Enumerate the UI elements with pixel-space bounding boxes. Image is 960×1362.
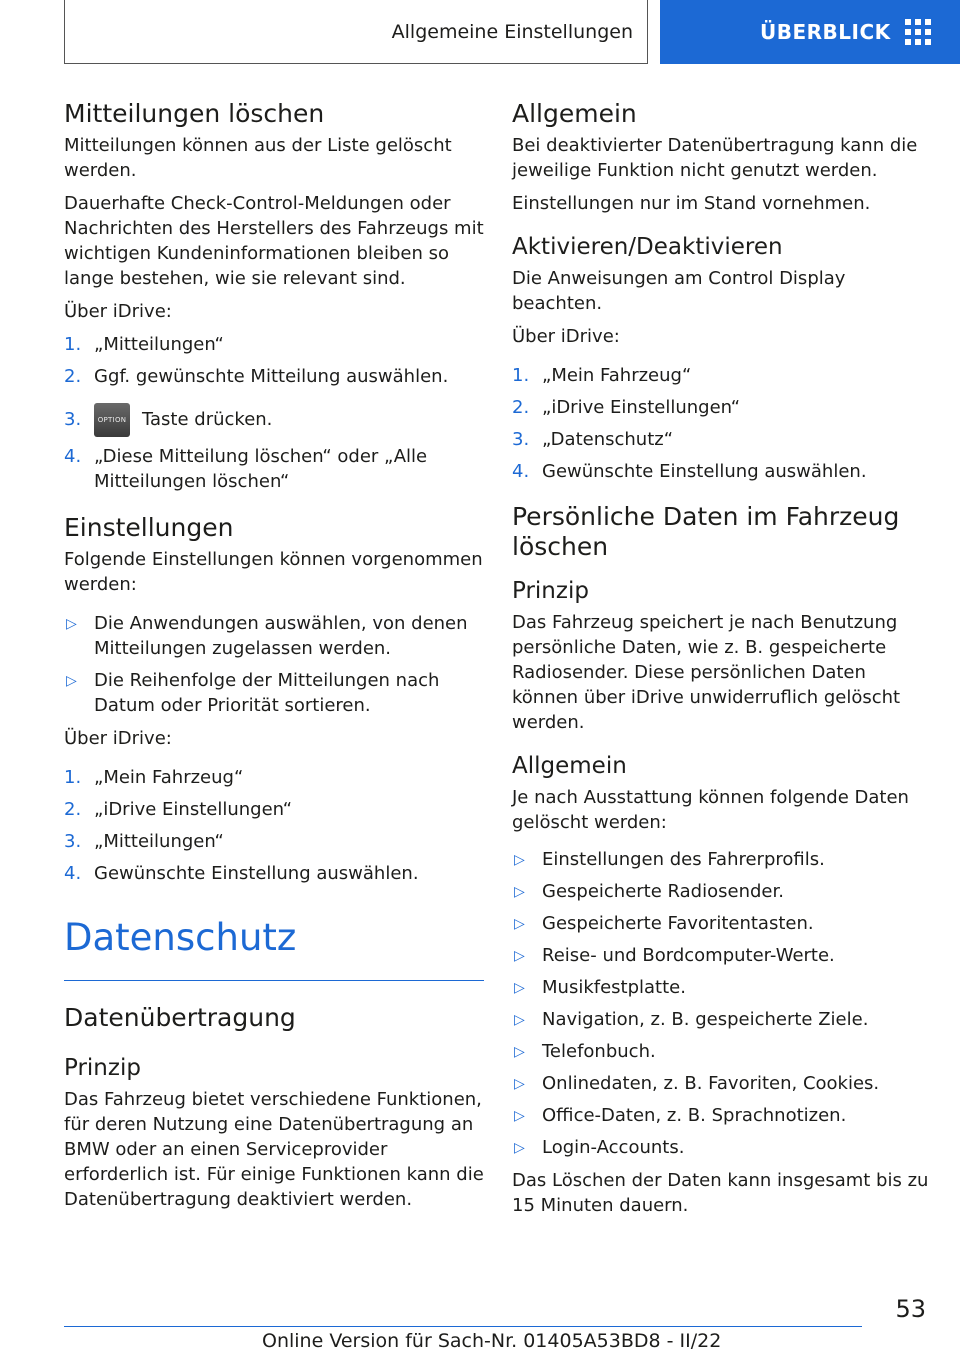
list-item: 1. „Mein Fahrzeug“ [512,365,692,386]
footer-text: Online Version für Sach-Nr. 01405A53BD8 - II/22 [262,1330,722,1352]
right-column [512,98,932,1226]
heading-prinzip: Prinzip [512,578,589,604]
paragraph: Über iDrive: [64,728,172,749]
triangle-bullet-icon: ▷ [514,948,525,964]
triangle-bullet-icon: ▷ [514,852,525,868]
triangle-bullet-icon: ▷ [514,1108,525,1124]
steps-list [64,332,484,494]
list-item: ▷ Musikfestplatte. [512,975,932,1000]
paragraph: Folgende Einstellungen können vorgenommen werden: [64,549,483,595]
heading-datenschutz: Datenschutz [64,916,484,981]
list-item: 3. „Mitteilungen“ [64,831,224,852]
list-item: ▷ Onlinedaten, z. B. Favoriten, Cookies. [512,1071,932,1096]
triangle-bullet-icon: ▷ [514,884,525,900]
section-title-text: Allgemeine Einstellungen [391,20,633,43]
list-item: 2. „iDrive Einstellungen“ [64,799,293,820]
heading-einstellungen: Einstellungen [64,513,234,542]
triangle-bullet-icon: ▷ [514,1076,525,1092]
list-item: ▷ Office-Daten, z. B. Sprachnotizen. [512,1103,932,1128]
header-section-title [64,0,648,64]
list-item: ▷ Navigation, z. B. gespeicherte Ziele. [512,1007,932,1032]
steps-list [512,363,932,484]
list-item: 1. „Mitteilungen“ [64,334,224,355]
list-item: ▷ Einstellungen des Fahrerprofils. [512,847,932,872]
grid-menu-icon [905,19,931,45]
paragraph: Bei deaktivierter Datenübertragung kann die jeweilige Funktion nicht genutzt werden. [512,135,918,181]
paragraph: Das Löschen der Daten kann insgesamt bis zu 15 Minuten dauern. [512,1170,929,1216]
triangle-bullet-icon: ▷ [514,916,525,932]
triangle-bullet-icon: ▷ [514,1044,525,1060]
paragraph: Dauerhafte Check-Control-Meldungen oder Nachrichten des Herstellers des Fahrzeugs mit wichtigen Kundeninformationen bleiben so lange bestehen, wie sie relevant sind. [64,193,484,289]
heading-persoenliche-daten: Persönliche Daten im Fahrzeug löschen [512,502,900,561]
list-item: ▷ Die Anwendungen auswählen, von denen Mitteilungen zugelassen werden. [66,613,468,659]
list-item: 2. Ggf. gewünschte Mitteilung auswählen. [64,366,449,387]
list-item: 4. Gewünschte Einstellung auswählen. [64,863,419,884]
paragraph: Die Anweisungen am Control Display beachten. [512,268,846,314]
paragraph: Das Fahrzeug bietet verschiedene Funktionen, für deren Nutzung eine Datenübertragung an BMW oder an einen Serviceprovider erforderlich ist. Für einige Funktionen kann die Datenübertragung deaktiviert werden. [64,1089,484,1210]
paragraph: Mitteilungen können aus der Liste gelöscht werden. [64,135,452,181]
overview-label: ÜBERBLICK [760,20,891,44]
heading-aktivieren-deaktivieren: Aktivieren/Deaktivieren [512,234,783,260]
list-item: 3. „Datenschutz“ [512,429,674,450]
paragraph: Das Fahrzeug speichert je nach Benutzung persönliche Daten, wie z. B. gespeicherte Radiosender. Diese persönlichen Daten können über iDrive unwiderruflich gelöscht werden. [512,612,901,733]
triangle-bullet-icon: ▷ [66,616,77,632]
triangle-bullet-icon: ▷ [514,980,525,996]
list-item: ▷ Gespeicherte Radiosender. [512,879,932,904]
heading-allgemein: Allgemein [512,99,637,128]
list-item: ▷ Gespeicherte Favoritentasten. [512,911,932,936]
paragraph: Einstellungen nur im Stand vornehmen. [512,193,871,214]
bullet-list [512,847,932,1160]
list-item: 4. „Diese Mitteilung löschen“ oder „Alle Mitteilungen löschen“ [64,446,428,492]
triangle-bullet-icon: ▷ [66,673,77,689]
list-item: ▷ Die Reihenfolge der Mitteilungen nach Datum oder Priorität sortieren. [66,670,440,716]
heading-prinzip: Prinzip [64,1055,141,1081]
page-number: 53 [895,1295,926,1323]
list-item: 3. OPTION Taste drücken. [64,403,484,437]
option-button-icon: OPTION [94,403,130,437]
triangle-bullet-icon: ▷ [514,1012,525,1028]
heading-allgemein: Allgemein [512,753,627,779]
list-item: 2. „iDrive Einstellungen“ [512,397,741,418]
paragraph: Über iDrive: [64,301,172,322]
list-item: ▷ Telefonbuch. [512,1039,932,1064]
heading-datenuebertragung: Datenübertragung [64,1003,296,1032]
steps-list [64,765,484,886]
triangle-bullet-icon: ▷ [514,1140,525,1156]
paragraph: Über iDrive: [512,326,620,347]
list-item: 1. „Mein Fahrzeug“ [64,767,244,788]
overview-button[interactable] [660,0,960,64]
list-item: 4. Gewünschte Einstellung auswählen. [512,461,867,482]
bullet-list [64,611,484,718]
paragraph: Je nach Ausstattung können folgende Daten gelöscht werden: [512,787,909,833]
list-item: ▷ Reise- und Bordcomputer-Werte. [512,943,932,968]
left-column [64,98,484,1220]
footer-divider [64,1326,862,1327]
list-item: ▷ Login-Accounts. [512,1135,932,1160]
heading-mitteilungen-loeschen: Mitteilungen löschen [64,99,325,128]
